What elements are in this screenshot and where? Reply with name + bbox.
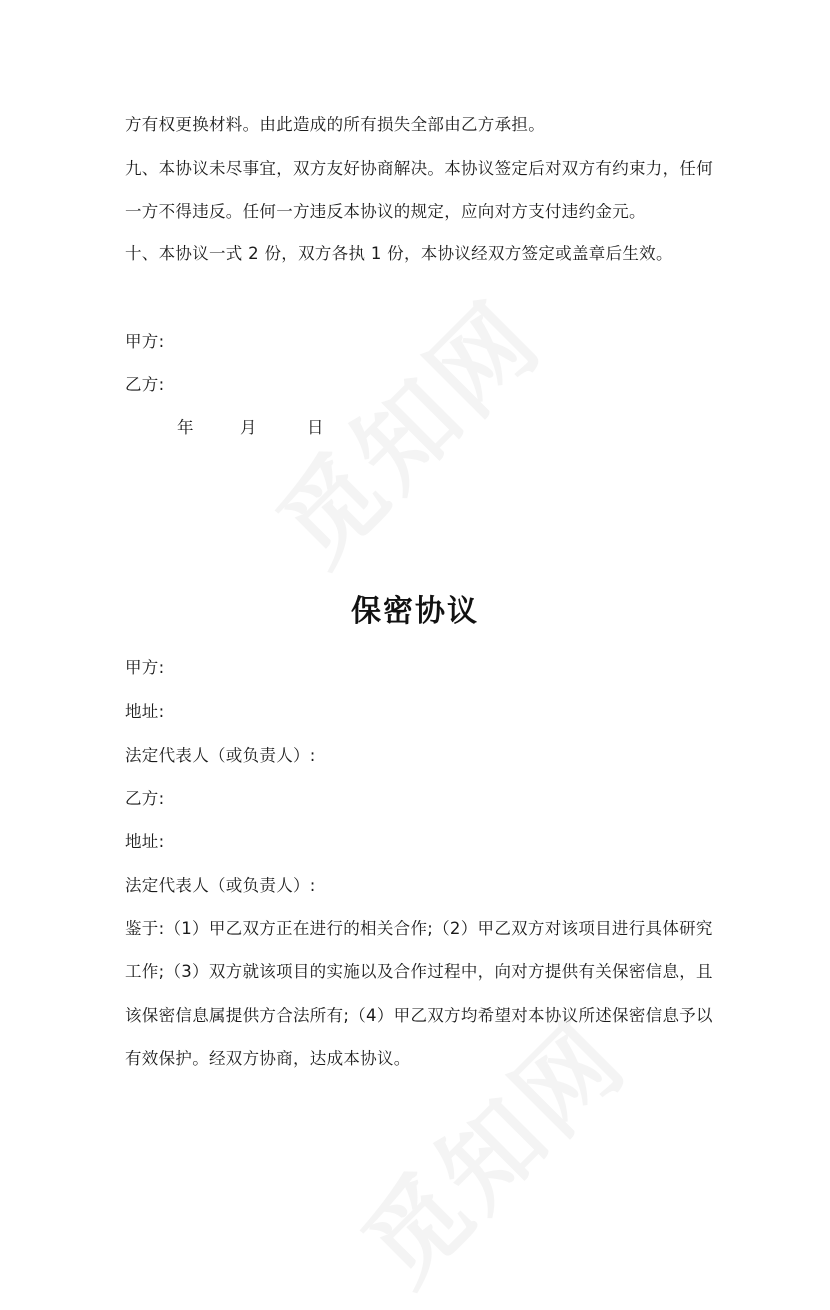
clause-ten: 十、本协议一式 2 份，双方各执 1 份，本协议经双方签定或盖章后生效。: [125, 244, 673, 263]
clause-nine-line1: 九、本协议未尽事宜，双方友好协商解决。本协议签定后对双方有约束力，任何: [125, 159, 713, 178]
recital-line4: 有效保护。经双方协商，达成本协议。: [125, 1049, 411, 1068]
field-address-b: 地址:: [125, 832, 165, 851]
field-legal-rep-a: 法定代表人（或负责人）:: [125, 746, 316, 765]
clause-nine-line2: 一方不得违反。任何一方违反本协议的规定，应向对方支付违约金元。: [125, 202, 646, 221]
field-party-a: 甲方:: [125, 658, 165, 677]
date-day: 日: [307, 418, 324, 437]
watermark-bottom: [326, 984, 653, 1310]
recital-line3: 该保密信息属提供方合法所有;（4）甲乙双方均希望对本协议所述保密信息予以: [125, 1006, 713, 1025]
signature-date: [177, 417, 324, 439]
signature-party-b: 乙方:: [125, 375, 165, 394]
date-month: 月: [240, 418, 257, 437]
date-year: 年: [177, 418, 194, 437]
clause-continuation: 方有权更换材料。由此造成的所有损失全部由乙方承担。: [125, 115, 545, 134]
field-party-b: 乙方:: [125, 789, 165, 808]
field-address-a: 地址:: [125, 702, 165, 721]
recital-line2: 工作;（3）双方就该项目的实施以及合作过程中，向对方提供有关保密信息，且: [125, 962, 713, 981]
recital-line1: 鉴于:（1）甲乙双方正在进行的相关合作;（2）甲乙双方对该项目进行具体研究: [125, 919, 713, 938]
document-title: 保密协议: [351, 594, 479, 629]
field-legal-rep-b: 法定代表人（或负责人）:: [125, 876, 316, 895]
signature-party-a: 甲方:: [125, 332, 165, 351]
